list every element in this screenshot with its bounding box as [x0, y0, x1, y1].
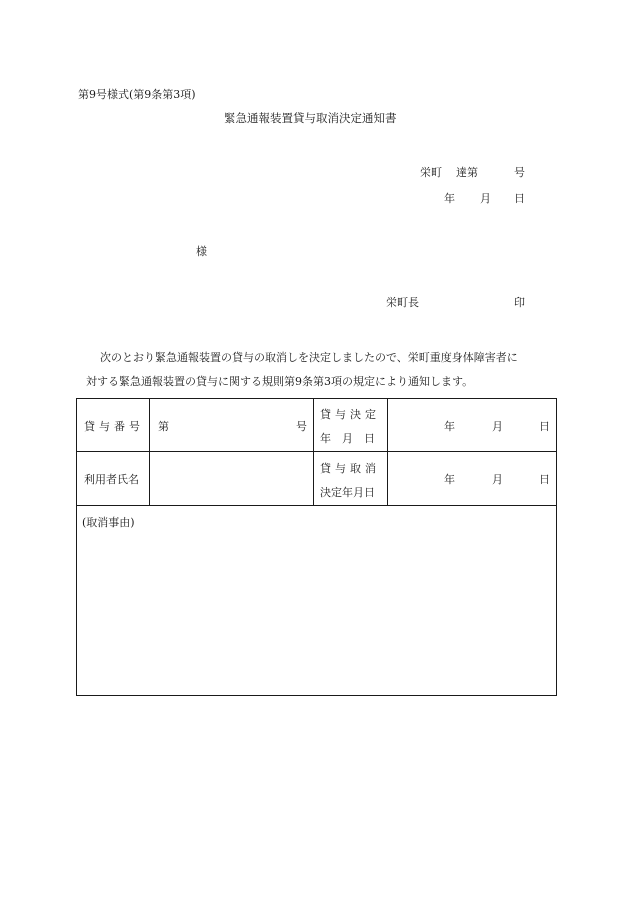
recipient-honorific: 様 — [196, 245, 207, 258]
issue-date-year: 年 — [444, 192, 455, 205]
body-line-1: 次のとおり緊急通報装置の貸与の取消しを決定しましたので、栄町重度身体障害者に — [100, 351, 518, 364]
table-col-divider-2 — [313, 398, 314, 506]
loan-decision-day: 日 — [539, 420, 550, 433]
cancel-decision-label-line2: 決定年月日 — [320, 486, 375, 499]
cancel-decision-month: 月 — [492, 473, 503, 486]
loan-number-label: 貸与番号 — [84, 420, 144, 433]
table-border-bottom — [76, 695, 557, 696]
issue-date-month: 月 — [480, 192, 491, 205]
cancel-decision-year: 年 — [444, 473, 455, 486]
document-title: 緊急通報装置貸与取消決定通知書 — [224, 111, 397, 125]
table-col-divider-3 — [387, 398, 388, 506]
issuer-name: 栄町長 — [386, 296, 419, 309]
form-number-label: 第9号様式(第9条第3項) — [78, 88, 196, 101]
reference-town: 栄町 — [420, 166, 442, 179]
table-border-right — [556, 398, 557, 696]
loan-number-prefix: 第 — [158, 420, 169, 433]
issue-date-day: 日 — [514, 192, 525, 205]
body-paragraph — [78, 346, 558, 394]
cancellation-reason-label: (取消事由) — [82, 516, 135, 529]
cancel-decision-label-line1: 貸与取消 — [320, 462, 380, 475]
cancel-decision-day: 日 — [539, 473, 550, 486]
loan-decision-year: 年 — [444, 420, 455, 433]
user-name-label: 利用者氏名 — [84, 473, 139, 486]
table-border-left — [76, 398, 77, 696]
loan-number-suffix: 号 — [296, 420, 307, 433]
notice-form-table — [76, 398, 557, 696]
reference-number-suffix: 号 — [514, 166, 525, 179]
table-col-divider-1 — [149, 398, 150, 506]
reference-series: 達第 — [456, 166, 478, 179]
seal-mark: 印 — [514, 296, 525, 309]
loan-decision-label-line1: 貸与決定 — [320, 408, 380, 421]
loan-decision-month: 月 — [492, 420, 503, 433]
loan-decision-label-line2: 年 月 日 — [320, 432, 375, 445]
body-line-2: 対する緊急通報装置の貸与に関する規則第9条第3項の規定により通知します。 — [86, 375, 474, 388]
